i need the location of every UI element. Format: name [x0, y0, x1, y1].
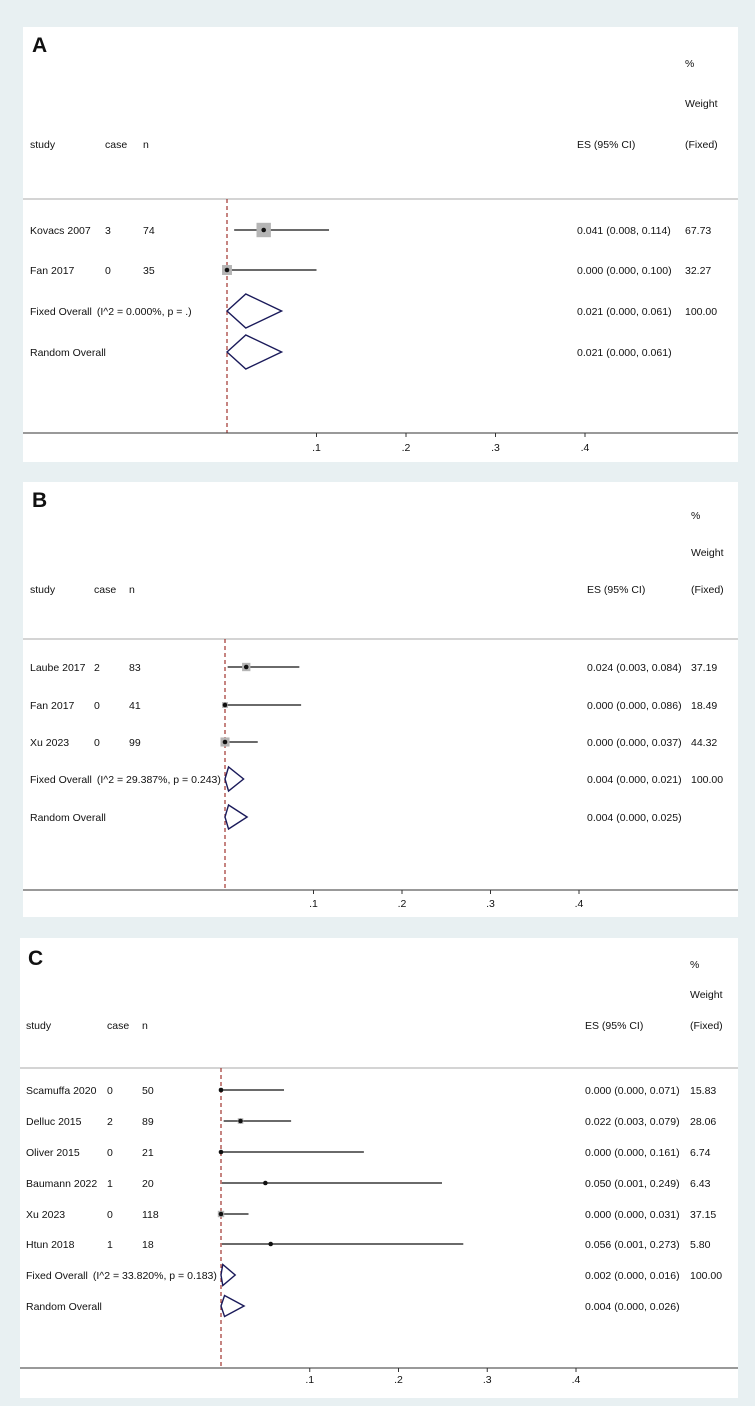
- x-tick-label: .3: [482, 1374, 492, 1386]
- overall-label: Fixed Overall (I^2 = 33.820%, p = 0.183): [26, 1270, 217, 1282]
- study-es-ci: 0.050 (0.001, 0.249): [585, 1178, 680, 1190]
- study-point-estimate: [219, 1088, 224, 1093]
- study-case-count: 2: [94, 662, 100, 674]
- study-name: Kovacs 2007: [30, 225, 91, 237]
- overall-es-ci: 0.004 (0.000, 0.021): [587, 774, 682, 786]
- study-point-estimate: [225, 268, 230, 273]
- study-point-estimate: [263, 1181, 268, 1186]
- study-weight: 67.73: [685, 225, 712, 237]
- x-tick-label: .2: [401, 442, 411, 454]
- study-weight: 6.43: [690, 1178, 711, 1190]
- study-case-count: 0: [107, 1085, 113, 1097]
- study-case-count: 2: [107, 1116, 113, 1128]
- study-point-estimate: [219, 1150, 224, 1155]
- header-weight-model: (Fixed): [690, 1020, 723, 1032]
- panel-label: B: [32, 489, 48, 512]
- study-name: Oliver 2015: [26, 1147, 80, 1159]
- study-es-ci: 0.024 (0.003, 0.084): [587, 662, 682, 674]
- x-tick-label: .2: [397, 898, 407, 910]
- study-case-count: 0: [94, 700, 100, 712]
- study-sample-size: 20: [142, 1178, 154, 1190]
- study-case-count: 0: [107, 1209, 113, 1221]
- heterogeneity-stat: (I^2 = 0.000%, p = .): [96, 306, 192, 318]
- study-point-estimate: [268, 1242, 273, 1247]
- x-tick-label: .4: [571, 1374, 581, 1386]
- header-weight-label: Weight: [690, 989, 723, 1001]
- study-case-count: 1: [107, 1178, 113, 1190]
- study-sample-size: 89: [142, 1116, 154, 1128]
- overall-label: Fixed Overall (I^2 = 29.387%, p = 0.243): [30, 774, 221, 786]
- study-name: Xu 2023: [26, 1209, 66, 1221]
- study-weight: 15.83: [690, 1085, 717, 1097]
- study-es-ci: 0.000 (0.000, 0.100): [577, 265, 672, 277]
- study-case-count: 0: [105, 265, 111, 277]
- random-overall-diamond: [227, 335, 282, 369]
- study-weight: 6.74: [690, 1147, 711, 1159]
- study-es-ci: 0.056 (0.001, 0.273): [585, 1239, 680, 1251]
- panel-label: C: [28, 947, 44, 970]
- study-point-estimate: [261, 228, 266, 233]
- overall-label: Random Overall: [26, 1301, 102, 1313]
- overall-label: Fixed Overall (I^2 = 0.000%, p = .): [30, 306, 192, 318]
- study-point-estimate: [244, 665, 249, 670]
- x-tick-label: .3: [486, 898, 495, 910]
- header-n: n: [129, 584, 135, 596]
- study-sample-size: 35: [143, 265, 155, 277]
- study-name: Xu 2023: [30, 737, 70, 749]
- study-case-count: 3: [105, 225, 111, 237]
- study-name: Baumann 2022: [26, 1178, 98, 1190]
- forest-panel-a: [23, 27, 738, 462]
- forest-panel-c: [20, 938, 738, 1398]
- study-point-estimate: [223, 740, 228, 745]
- header-weight-percent: %: [690, 959, 700, 971]
- header-study: study: [30, 584, 56, 596]
- x-tick-label: .3: [491, 442, 500, 454]
- study-case-count: 1: [107, 1239, 113, 1251]
- overall-weight: 100.00: [691, 774, 724, 786]
- header-es-ci: ES (95% CI): [587, 584, 646, 596]
- overall-es-ci: 0.021 (0.000, 0.061): [577, 306, 672, 318]
- study-es-ci: 0.000 (0.000, 0.086): [587, 700, 682, 712]
- forest-plot-c: [20, 938, 738, 1398]
- study-name: Htun 2018: [26, 1239, 75, 1251]
- random-overall-diamond: [221, 1296, 244, 1317]
- forest-plot-b: [23, 482, 738, 917]
- heterogeneity-stat: (I^2 = 33.820%, p = 0.183): [92, 1270, 217, 1282]
- study-es-ci: 0.000 (0.000, 0.071): [585, 1085, 680, 1097]
- study-name: Scamuffa 2020: [26, 1085, 97, 1097]
- header-study: study: [26, 1020, 52, 1032]
- fixed-overall-diamond: [225, 767, 244, 791]
- header-case: case: [105, 139, 128, 151]
- study-case-count: 0: [94, 737, 100, 749]
- header-n: n: [143, 139, 149, 151]
- study-weight: 37.15: [690, 1209, 717, 1221]
- study-sample-size: 118: [142, 1209, 159, 1221]
- study-name: Fan 2017: [30, 265, 75, 277]
- x-tick-label: .1: [312, 442, 321, 454]
- fixed-overall-diamond: [227, 294, 282, 328]
- header-weight-percent: %: [691, 510, 701, 522]
- study-es-ci: 0.000 (0.000, 0.161): [585, 1147, 680, 1159]
- header-n: n: [142, 1020, 148, 1032]
- x-tick-label: .2: [394, 1374, 403, 1386]
- header-weight-model: (Fixed): [691, 584, 724, 596]
- x-tick-label: .1: [309, 898, 318, 910]
- forest-panel-b: [23, 482, 738, 917]
- study-sample-size: 50: [142, 1085, 154, 1097]
- study-point-estimate: [223, 703, 228, 708]
- study-es-ci: 0.000 (0.000, 0.037): [587, 737, 682, 749]
- overall-es-ci: 0.021 (0.000, 0.061): [577, 347, 672, 359]
- study-es-ci: 0.041 (0.008, 0.114): [577, 225, 671, 237]
- study-name: Fan 2017: [30, 700, 75, 712]
- header-es-ci: ES (95% CI): [585, 1020, 644, 1032]
- x-tick-label: .4: [574, 898, 584, 910]
- study-weight: 28.06: [690, 1116, 717, 1128]
- panel-label: A: [32, 34, 48, 57]
- study-sample-size: 74: [143, 225, 155, 237]
- study-sample-size: 83: [129, 662, 141, 674]
- header-study: study: [30, 139, 56, 151]
- header-case: case: [94, 584, 117, 596]
- overall-label: Random Overall: [30, 812, 106, 824]
- overall-weight: 100.00: [690, 1270, 723, 1282]
- fixed-overall-diamond: [221, 1265, 235, 1286]
- study-sample-size: 99: [129, 737, 141, 749]
- study-weight: 18.49: [691, 700, 718, 712]
- study-es-ci: 0.000 (0.000, 0.031): [585, 1209, 680, 1221]
- x-tick-label: .4: [580, 442, 590, 454]
- x-tick-label: .1: [305, 1374, 315, 1386]
- header-weight-label: Weight: [685, 98, 718, 110]
- study-weight: 37.19: [691, 662, 718, 674]
- study-weight: 44.32: [691, 737, 718, 749]
- study-es-ci: 0.022 (0.003, 0.079): [585, 1116, 680, 1128]
- forest-plot-a: [23, 27, 738, 462]
- study-point-estimate: [219, 1212, 224, 1217]
- overall-label: Random Overall: [30, 347, 106, 359]
- study-point-estimate: [238, 1119, 243, 1124]
- overall-es-ci: 0.004 (0.000, 0.026): [585, 1301, 680, 1313]
- study-weight: 5.80: [690, 1239, 711, 1251]
- overall-weight: 100.00: [685, 306, 718, 318]
- header-weight-model: (Fixed): [685, 139, 718, 151]
- study-weight: 32.27: [685, 265, 712, 277]
- overall-es-ci: 0.004 (0.000, 0.025): [587, 812, 682, 824]
- header-weight-percent: %: [685, 58, 695, 70]
- header-es-ci: ES (95% CI): [577, 139, 636, 151]
- study-case-count: 0: [107, 1147, 113, 1159]
- study-sample-size: 18: [142, 1239, 154, 1251]
- random-overall-diamond: [225, 805, 247, 829]
- overall-es-ci: 0.002 (0.000, 0.016): [585, 1270, 680, 1282]
- study-sample-size: 21: [142, 1147, 154, 1159]
- study-name: Laube 2017: [30, 662, 86, 674]
- header-weight-label: Weight: [691, 547, 724, 559]
- header-case: case: [107, 1020, 130, 1032]
- study-sample-size: 41: [129, 700, 141, 712]
- study-name: Delluc 2015: [26, 1116, 82, 1128]
- heterogeneity-stat: (I^2 = 29.387%, p = 0.243): [96, 774, 221, 786]
